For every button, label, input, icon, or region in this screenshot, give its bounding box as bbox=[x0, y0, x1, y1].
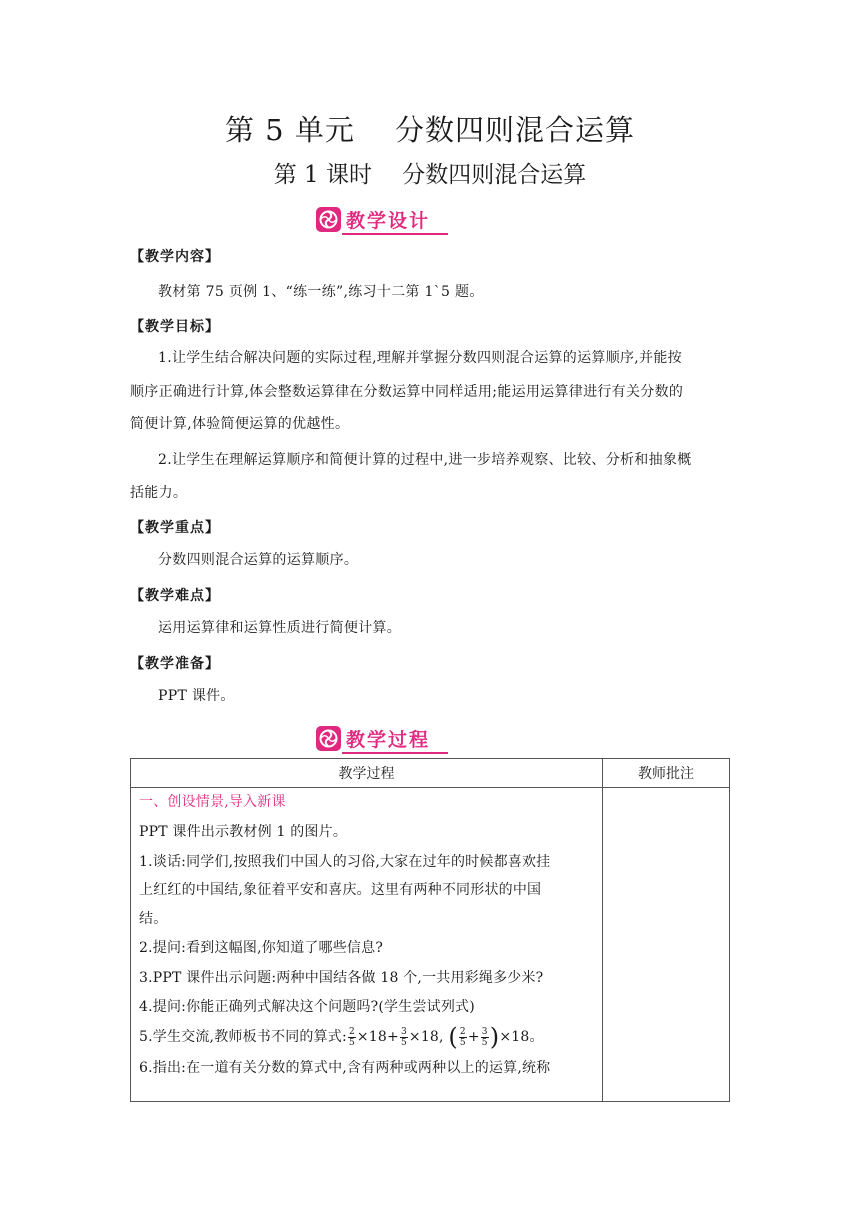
content-heading: 【教学内容】 bbox=[130, 249, 220, 265]
formula-text: ×18+ bbox=[356, 1029, 399, 1045]
list-item: 3.PPT 课件出示问题:两种中国结各做 18 个,一共用彩绳多少米? bbox=[139, 970, 544, 986]
teaching-process-banner bbox=[316, 724, 448, 754]
unit-title: 第 5 单元 分数四则混合运算 bbox=[224, 113, 636, 147]
banner-label: 教学设计 bbox=[346, 210, 431, 232]
formula-text: ×18, bbox=[408, 1029, 444, 1045]
header-divider bbox=[131, 787, 729, 788]
right-paren: ) bbox=[489, 1023, 500, 1051]
fraction bbox=[348, 1027, 356, 1048]
numerator: 2 bbox=[459, 1026, 466, 1037]
goal-2-line-1: 2.让学生在理解运算顺序和简便计算的过程中,进一步培养观察、比较、分析和抽象概 bbox=[158, 452, 692, 468]
numerator: 2 bbox=[348, 1026, 355, 1037]
numerator: 3 bbox=[400, 1026, 407, 1037]
swirl-logo-icon bbox=[316, 726, 341, 751]
formula-prefix: 5.学生交流,教师板书不同的算式: bbox=[139, 1029, 347, 1045]
content-text: 教材第 75 页例 1、“练一练”,练习十二第 1`5 题。 bbox=[158, 284, 484, 300]
goals-heading: 【教学目标】 bbox=[130, 319, 220, 335]
fraction bbox=[400, 1027, 408, 1048]
header-notes: 教师批注 bbox=[638, 766, 694, 782]
swirl-logo-icon bbox=[316, 207, 341, 232]
teaching-design-banner bbox=[316, 205, 448, 235]
banner-underline bbox=[342, 752, 448, 754]
denominator: 5 bbox=[481, 1037, 488, 1048]
goal-1-line-2: 顺序正确进行计算,体会整数运算律在分数运算中同样适用;能运用运算律进行有关分数的 bbox=[130, 384, 684, 400]
formula-row bbox=[139, 1023, 544, 1051]
key-heading: 【教学重点】 bbox=[130, 520, 220, 536]
goal-1-line-1: 1.让学生结合解决问题的实际过程,理解并掌握分数四则混合运算的运算顺序,并能按 bbox=[158, 350, 682, 366]
list-item: 4.提问:你能正确列式解决这个问题吗?(学生尝试列式) bbox=[139, 999, 475, 1015]
list-item: 1.谈话:同学们,按照我们中国人的习俗,大家在过年的时候都喜欢挂 bbox=[139, 854, 551, 870]
difficulty-heading: 【教学难点】 bbox=[130, 588, 220, 604]
list-item: 上红红的中国结,象征着平安和喜庆。这里有两种不同形状的中国 bbox=[139, 882, 542, 898]
header-process: 教学过程 bbox=[338, 766, 395, 782]
fraction bbox=[481, 1027, 489, 1048]
denominator: 5 bbox=[459, 1037, 466, 1048]
list-item: PPT 课件出示教材例 1 的图片。 bbox=[139, 824, 348, 840]
banner-underline bbox=[342, 233, 448, 235]
formula-text: + bbox=[467, 1029, 480, 1045]
left-paren: ( bbox=[448, 1023, 458, 1051]
denominator: 5 bbox=[400, 1037, 407, 1048]
denominator: 5 bbox=[348, 1037, 355, 1048]
prep-heading: 【教学准备】 bbox=[130, 656, 220, 672]
fraction bbox=[459, 1027, 467, 1048]
list-item: 结。 bbox=[139, 911, 168, 927]
goal-1-line-3: 简便计算,体验简便运算的优越性。 bbox=[130, 416, 350, 432]
key-text: 分数四则混合运算的运算顺序。 bbox=[158, 552, 359, 568]
list-item: 2.提问:看到这幅图,你知道了哪些信息? bbox=[139, 940, 384, 956]
process-table bbox=[130, 758, 730, 1102]
column-divider bbox=[602, 759, 603, 1101]
list-item: 6.指出:在一道有关分数的算式中,含有两种或两种以上的运算,统称 bbox=[139, 1060, 551, 1076]
prep-text: PPT 课件。 bbox=[158, 688, 235, 704]
numerator: 3 bbox=[481, 1026, 488, 1037]
section-heading: 一、创设情景,导入新课 bbox=[139, 794, 286, 810]
banner-label: 教学过程 bbox=[346, 729, 431, 751]
lesson-title: 第 1 课时 分数四则混合运算 bbox=[273, 162, 587, 188]
formula-text: ×18。 bbox=[499, 1029, 544, 1045]
difficulty-text: 运用运算律和运算性质进行简便计算。 bbox=[158, 620, 402, 636]
goal-2-line-2: 括能力。 bbox=[130, 485, 188, 501]
